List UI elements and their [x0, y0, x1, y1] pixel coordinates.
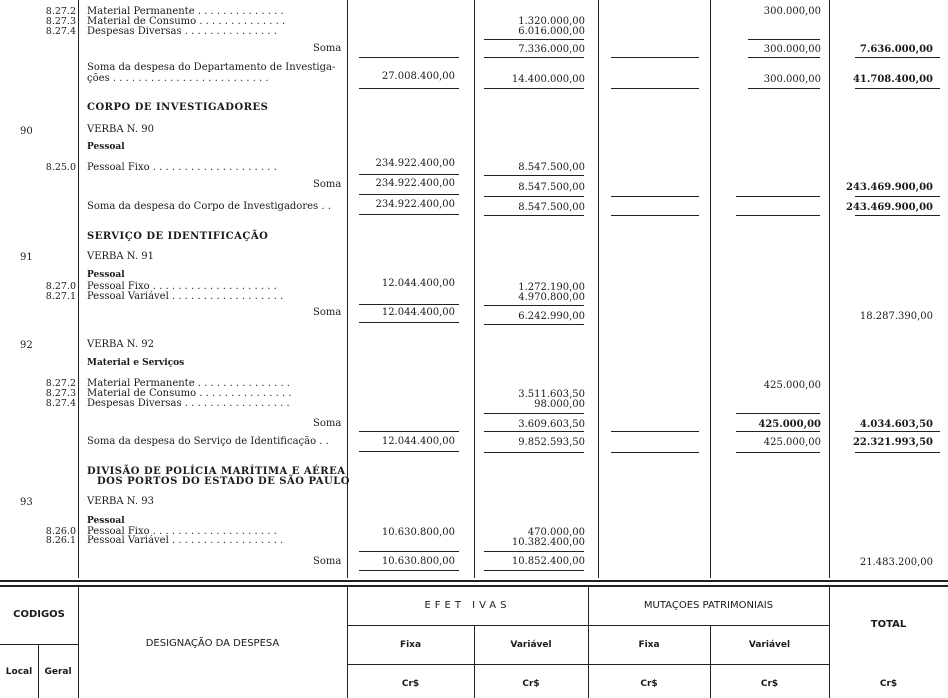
soma-label: Soma	[313, 418, 342, 429]
header-band	[0, 587, 948, 698]
value-total: 243.469.900,00	[846, 182, 933, 193]
soma-label: Soma	[313, 307, 342, 318]
value-mp-variavel: 300.000,00	[763, 44, 821, 55]
rule	[611, 57, 699, 58]
rule	[736, 431, 820, 432]
rule	[611, 196, 699, 197]
col-line-designacao	[347, 0, 348, 578]
verba-label: VERBA N. 91	[87, 251, 154, 262]
rule	[855, 57, 940, 58]
rule	[359, 174, 459, 175]
value-variavel: 7.336.000,00	[518, 44, 585, 55]
header-geral: Geral	[44, 667, 72, 677]
rule	[611, 431, 699, 432]
rule	[359, 214, 459, 215]
rule	[484, 215, 584, 216]
rule	[484, 551, 584, 552]
rule	[484, 88, 584, 89]
item-code: 8.26.1	[45, 535, 76, 546]
item-code: 8.27.2	[45, 378, 76, 389]
value-variavel: 1.320.000,00	[518, 16, 585, 27]
rule	[359, 551, 459, 552]
value-mp-variavel: 425.000,00	[758, 419, 821, 430]
value-fixa: 234.922.400,00	[375, 199, 455, 210]
section-heading: SERVIÇO DE IDENTIFICAÇÃO	[87, 231, 269, 242]
value-total: 4.034.603,50	[859, 419, 933, 430]
item-label-cont: ções . . . . . . . . . . . . . . . . . . . . . . . . .	[87, 73, 269, 84]
rule	[359, 451, 459, 452]
rule	[484, 39, 584, 40]
value-variavel: 3.511.603,50	[518, 389, 585, 400]
group-label: Pessoal	[87, 270, 125, 280]
value-fixa: 10.630.800,00	[381, 527, 455, 538]
rule	[359, 322, 459, 323]
item-label: Pessoal Fixo . . . . . . . . . . . . . . . . . . . .	[87, 162, 277, 173]
item-label: Material Permanente . . . . . . . . . . . . . .	[87, 6, 284, 17]
rule	[611, 215, 699, 216]
col-line-variavel	[598, 0, 599, 578]
rule	[359, 88, 459, 89]
verba-label: VERBA N. 92	[87, 339, 154, 350]
value-fixa: 12.044.400,00	[381, 307, 455, 318]
value-total: 18.287.390,00	[859, 311, 933, 322]
section-heading-cont: DOS PORTOS DO ESTADO DE SÃO PAULO	[97, 476, 350, 487]
verba-local-code: 91	[20, 252, 33, 263]
header-efetivas: EFET IVAS	[424, 600, 511, 611]
value-variavel: 10.382.400,00	[511, 537, 585, 548]
value-total: 7.636.000,00	[859, 44, 933, 55]
currency-fixa-mutacoes: Cr$	[640, 679, 658, 689]
item-label: Despesas Diversas . . . . . . . . . . . . . . . . .	[87, 398, 290, 409]
hdr-rule	[347, 625, 829, 626]
hdr-rule	[0, 644, 78, 645]
value-fixa: 12.044.400,00	[381, 436, 455, 447]
item-label: Soma da despesa do Serviço de Identificação . .	[87, 436, 329, 447]
rule	[484, 452, 584, 453]
item-code: 8.27.3	[45, 388, 76, 399]
value-variavel: 1.272.190,00	[518, 282, 585, 293]
rule	[855, 88, 940, 89]
rule	[484, 324, 584, 325]
hdr-rule	[347, 664, 829, 665]
currency-total: Cr$	[879, 679, 898, 689]
item-code: 8.27.4	[45, 398, 76, 409]
item-code: 8.25.0	[45, 162, 76, 173]
rule	[359, 431, 459, 432]
header-mutacoes: MUTAÇOES PATRIMONIAIS	[643, 600, 774, 611]
value-variavel: 14.400.000,00	[511, 74, 585, 85]
value-variavel: 98.000,00	[534, 399, 585, 410]
value-variavel: 9.852.593,50	[518, 437, 585, 448]
value-variavel: 10.852.400,00	[511, 556, 585, 567]
rule	[359, 570, 459, 571]
header-total: TOTAL	[870, 619, 907, 630]
value-mp-variavel: 425.000,00	[763, 380, 821, 391]
value-fixa: 12.044.400,00	[381, 278, 455, 289]
rule	[611, 88, 699, 89]
col-line-local	[78, 0, 79, 578]
rule	[855, 431, 940, 432]
rule	[359, 57, 459, 58]
item-code: 8.26.0	[45, 526, 76, 537]
verba-local-code: 93	[20, 497, 33, 508]
value-variavel: 8.547.500,00	[518, 162, 585, 173]
item-label: Soma da despesa do Departamento de Investiga-	[87, 62, 336, 73]
group-label: Pessoal	[87, 142, 125, 152]
verba-label: VERBA N. 90	[87, 124, 154, 135]
rule	[359, 194, 459, 195]
value-fixa: 234.922.400,00	[375, 178, 455, 189]
value-variavel: 4.970.800,00	[518, 292, 585, 303]
item-code: 8.27.4	[45, 26, 76, 37]
rule	[748, 88, 820, 89]
rule	[484, 413, 584, 414]
item-label: Pessoal Fixo . . . . . . . . . . . . . . . . . . . .	[87, 281, 277, 292]
currency-variavel-efetivas: Cr$	[522, 679, 540, 689]
rule	[736, 413, 820, 414]
currency-fixa-efetivas: Cr$	[401, 679, 420, 689]
item-label: Despesas Diversas . . . . . . . . . . . . . . .	[87, 26, 277, 37]
header-local: Local	[5, 667, 33, 677]
rule	[748, 39, 820, 40]
value-total: 21.483.200,00	[859, 557, 933, 568]
header-designacao: DESIGNAÇÃO DA DESPESA	[145, 638, 280, 649]
verba-local-code: 92	[20, 340, 33, 351]
header-fixa-mutacoes: Fixa	[638, 640, 660, 650]
header-codigos: CODIGOS	[13, 609, 65, 620]
rule	[736, 452, 820, 453]
rule	[736, 196, 820, 197]
rule	[484, 196, 584, 197]
soma-label: Soma	[313, 43, 342, 54]
soma-label: Soma	[313, 179, 342, 190]
item-label: Material Permanente . . . . . . . . . . . . . . .	[87, 378, 290, 389]
soma-label: Soma	[313, 556, 342, 567]
value-fixa: 27.008.400,00	[381, 71, 455, 82]
col-line-mp-fixa	[710, 0, 711, 578]
currency-variavel-mutacoes: Cr$	[760, 679, 779, 689]
col-line-mp-variavel	[829, 0, 830, 578]
rule	[484, 175, 584, 176]
section-heading: DIVISÃO DE POLÍCIA MARÍTIMA E AÉREA	[87, 466, 346, 477]
value-variavel: 8.547.500,00	[518, 182, 585, 193]
value-fixa: 10.630.800,00	[381, 556, 455, 567]
item-code: 8.27.2	[45, 6, 76, 17]
header-variavel-efetivas: Variável	[510, 640, 552, 650]
item-label: Material de Consumo . . . . . . . . . . . . . . .	[87, 388, 292, 399]
item-label: Pessoal Variável . . . . . . . . . . . . . . . . . .	[87, 535, 284, 546]
rule	[359, 304, 459, 305]
rule	[484, 57, 584, 58]
rule	[484, 570, 584, 571]
value-total: 22.321.993,50	[852, 437, 933, 448]
item-label: Pessoal Variável . . . . . . . . . . . . . . . . . .	[87, 291, 284, 302]
value-variavel: 470.000,00	[527, 527, 585, 538]
rule	[736, 215, 820, 216]
rule	[748, 57, 820, 58]
rule	[855, 452, 940, 453]
rule	[855, 196, 940, 197]
item-label: Material de Consumo . . . . . . . . . . . . . .	[87, 16, 286, 27]
value-mp-variavel: 425.000,00	[763, 437, 821, 448]
col-line-fixa	[474, 0, 475, 578]
header-top-rule	[0, 580, 948, 582]
value-total: 243.469.900,00	[846, 202, 933, 213]
section-heading: CORPO DE INVESTIGADORES	[87, 102, 269, 113]
value-mp-variavel: 300.000,00	[763, 74, 821, 85]
rule	[855, 215, 940, 216]
item-code: 8.27.3	[45, 16, 76, 27]
value-variavel: 8.547.500,00	[518, 202, 585, 213]
verba-label: VERBA N. 93	[87, 496, 154, 507]
verba-local-code: 90	[20, 126, 33, 137]
value-variavel: 3.609.603,50	[518, 419, 585, 430]
item-label: Pessoal Fixo . . . . . . . . . . . . . . . . . . . .	[87, 526, 277, 537]
header-variavel-mutacoes: Variável	[748, 640, 791, 650]
value-variavel: 6.016.000,00	[518, 26, 585, 37]
rule	[484, 305, 584, 306]
item-code: 8.27.1	[45, 291, 76, 302]
value-total: 41.708.400,00	[852, 74, 933, 85]
value-mp-variavel: 300.000,00	[763, 6, 821, 17]
group-label: Material e Serviços	[87, 358, 185, 368]
item-label: Soma da despesa do Corpo de Investigadores . .	[87, 201, 331, 212]
rule	[484, 431, 584, 432]
item-code: 8.27.0	[45, 281, 76, 292]
value-fixa: 234.922.400,00	[375, 158, 455, 169]
rule	[611, 452, 699, 453]
group-label: Pessoal	[87, 516, 125, 526]
value-variavel: 6.242.990,00	[518, 311, 585, 322]
header-fixa-efetivas: Fixa	[399, 640, 422, 650]
